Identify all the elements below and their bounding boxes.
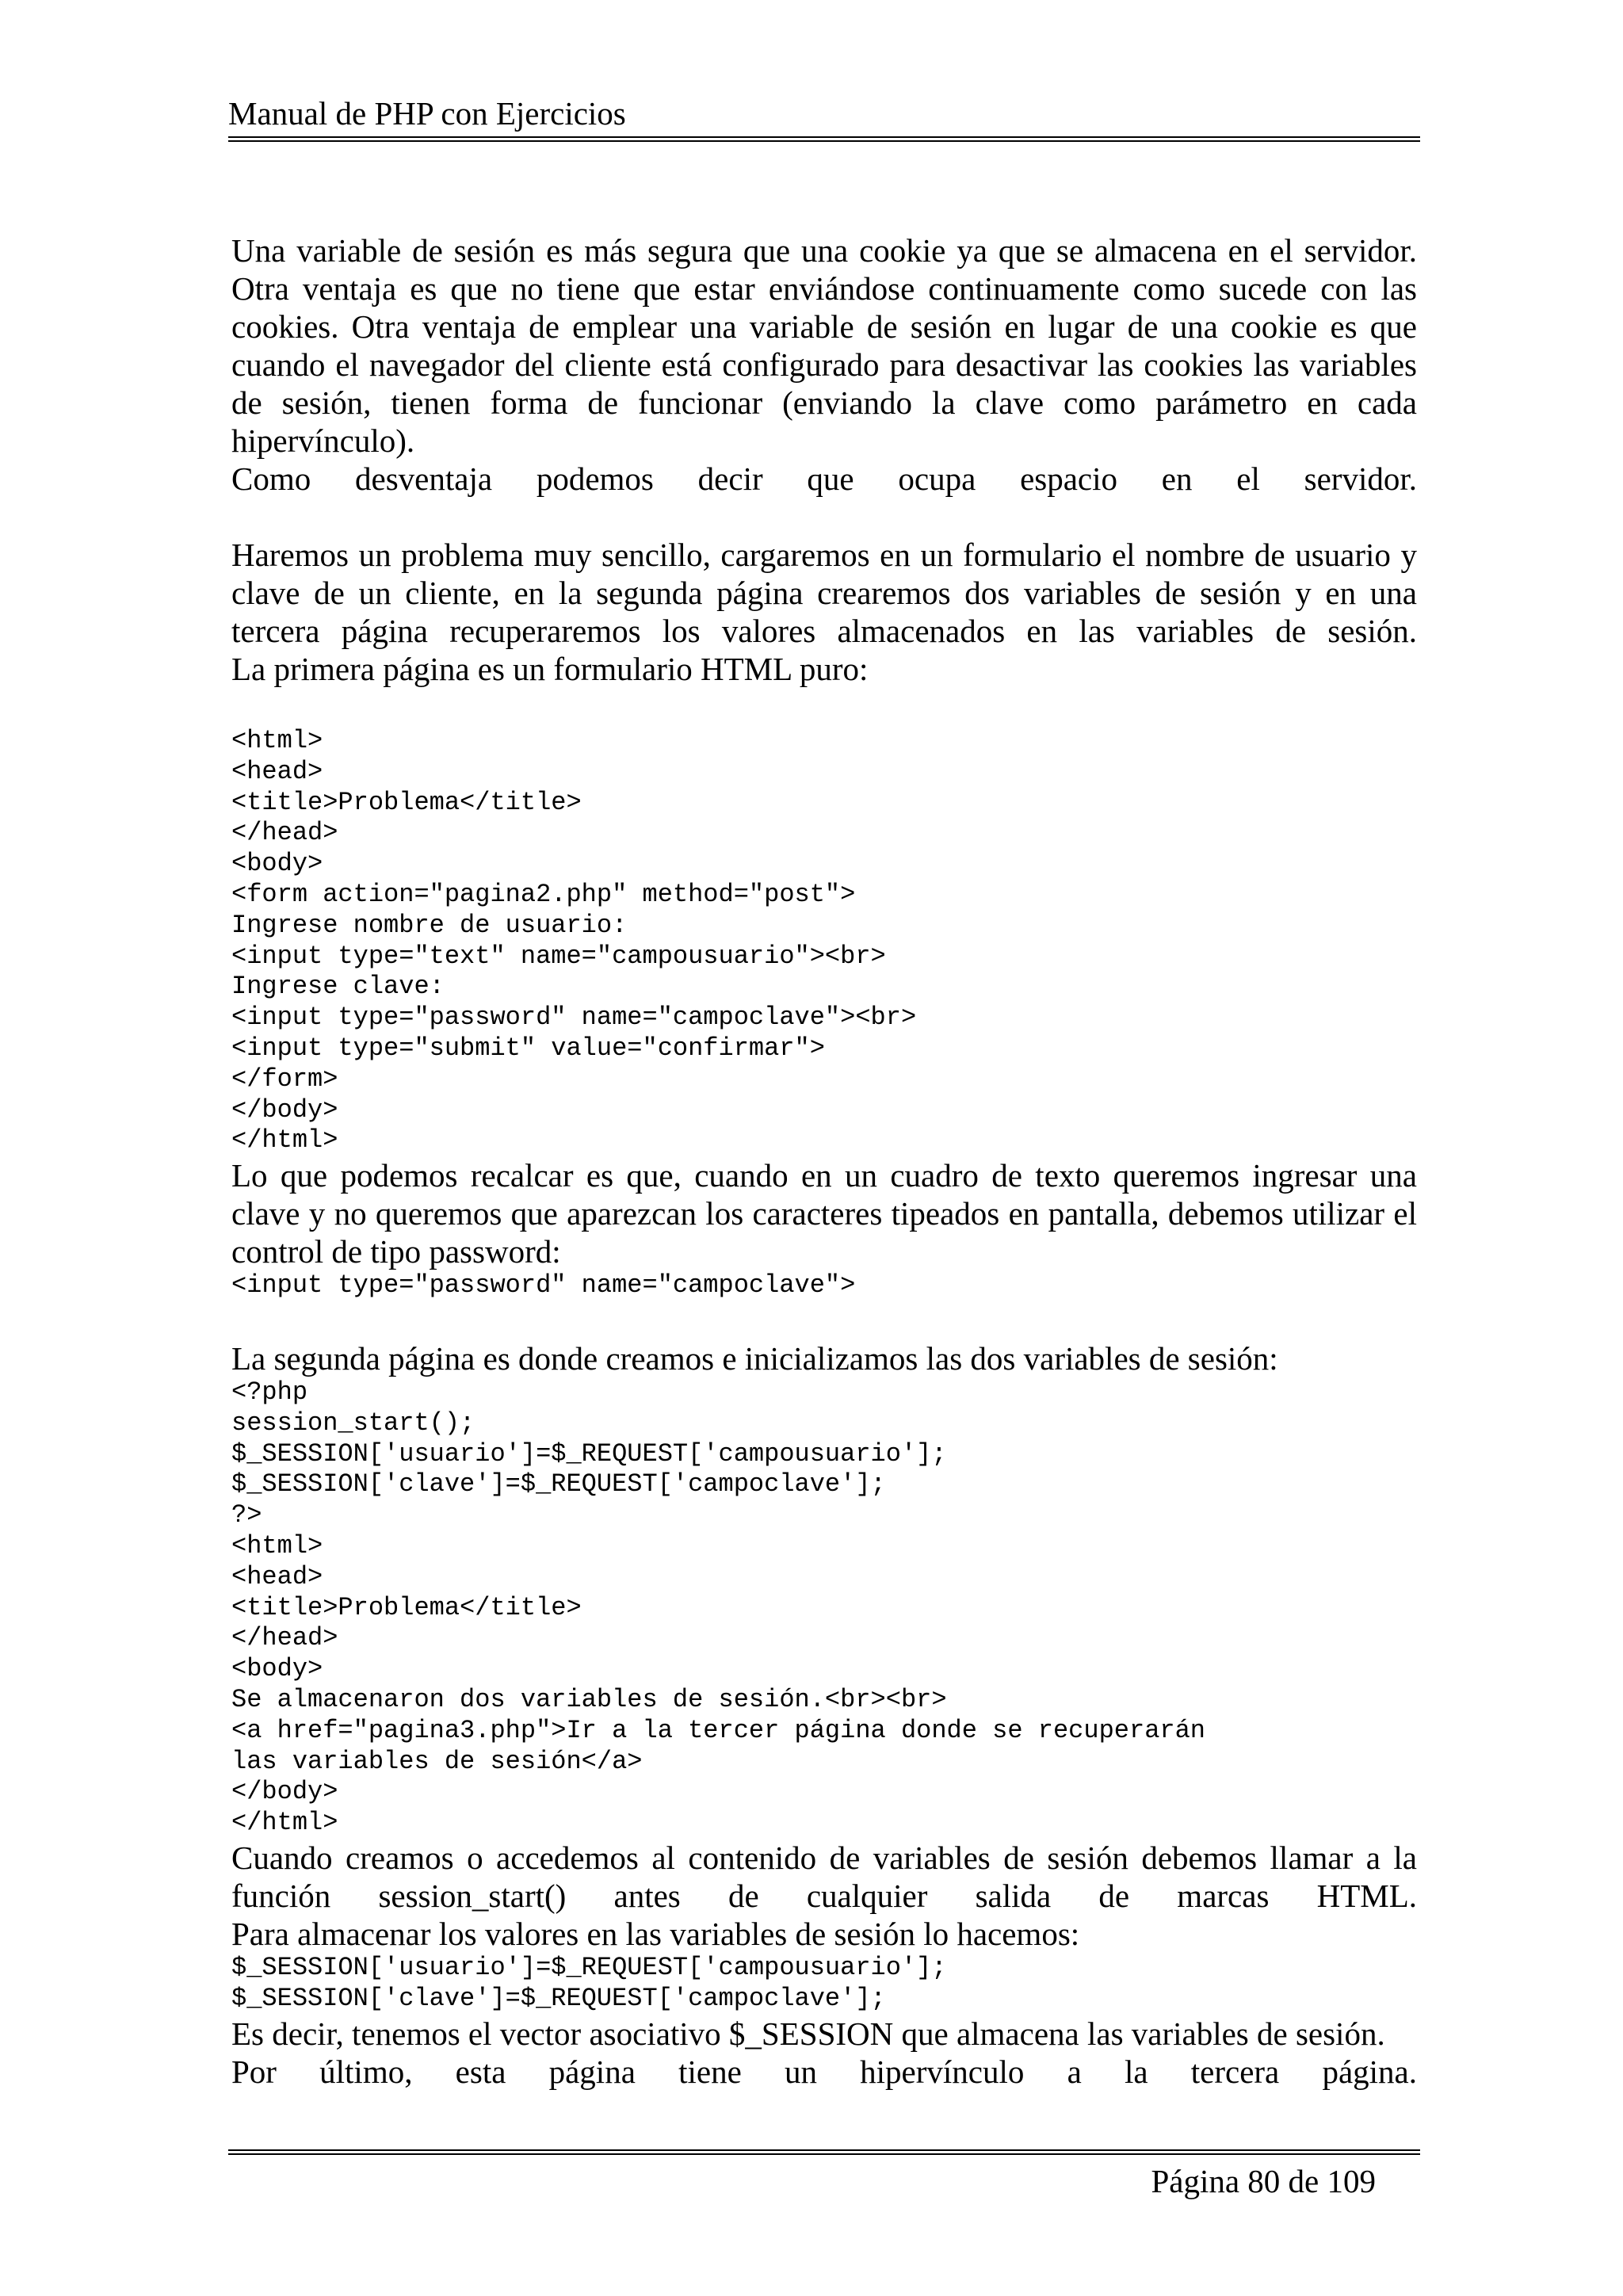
code-block-session-assign (231, 1953, 1417, 2015)
paragraph-problem-description: Haremos un problema muy sencillo, cargaremos en un formulario el nombre de usuario y clave de un cliente, en la segunda página crearemos dos variables de sesión y en una tercera página recuperaremos los valores almacenados en las variables de sesión. (231, 537, 1417, 649)
code-line: </body> (231, 1777, 338, 1807)
paragraph-password-note: Lo que podemos recalcar es que, cuando en un cuadro de texto queremos ingresar una clave y no queremos que aparezcan los caracteres tipeados en pantalla, debemos utilizar el control de tipo password: (231, 1157, 1417, 1270)
code-line: <input type="password" name="campoclave"><br> (231, 1003, 917, 1033)
code-line: $_SESSION['usuario']=$_REQUEST['campousuario']; (231, 1438, 947, 1469)
code-line: <title>Problema</title> (231, 1592, 582, 1622)
paragraph-spacer (231, 498, 1417, 536)
paragraph-store-values-intro: Para almacenar los valores en las variables de sesión lo hacemos: (231, 1915, 1080, 1952)
code-line: <head> (231, 1561, 323, 1591)
header-rule (228, 136, 1420, 142)
code-line: <a href="pagina3.php">Ir a la tercer página donde se recuperarán (231, 1715, 1205, 1745)
code-line: </html> (231, 1125, 338, 1156)
paragraph-spacer (231, 688, 1417, 726)
page-header: Manual de PHP con Ejercicios (228, 95, 626, 132)
paragraph-spacer (231, 1301, 1417, 1339)
code-line: Ingrese clave: (231, 972, 445, 1002)
paragraph-session-start-note: Cuando creamos o accedemos al contenido de variables de sesión debemos llamar a la función session_start() antes de cualquier salida de marcas HTML. (231, 1839, 1417, 1914)
code-line: ?> (231, 1500, 262, 1530)
code-line: $_SESSION['clave']=$_REQUEST['campoclave']; (231, 1983, 886, 2013)
code-line: <?php (231, 1377, 308, 1407)
code-line: las variables de sesión</a> (231, 1746, 643, 1776)
code-block-form-page (231, 726, 1417, 1156)
code-line: <html> (231, 1530, 323, 1561)
paragraph-session-advantages: Una variable de sesión es más segura que una cookie ya que se almacena en el servidor. Otra ventaja es que no tiene que estar enviándose continuamente como sucede con las cookies. Otra ventaja de emplear una variable de sesión en lugar de una cookie es que cuando el navegador del cliente está configurado para desactivar las cookies las variables de sesión, tienen forma de funcionar (enviando la clave como parámetro en cada hipervínculo). (231, 232, 1417, 459)
code-line: session_start(); (231, 1408, 475, 1438)
code-line: <head> (231, 756, 323, 786)
code-line: <input type="submit" value="confirmar"> (231, 1033, 825, 1063)
code-line: <input type="text" name="campousuario"><br> (231, 941, 886, 971)
code-block-session-page (231, 1377, 1417, 1839)
code-line: Se almacenaron dos variables de sesión.<br><br> (231, 1684, 947, 1714)
page-content (231, 231, 1417, 2091)
code-line: </html> (231, 1808, 338, 1838)
code-line: </body> (231, 1095, 338, 1125)
code-line: <html> (231, 726, 323, 755)
code-block-password-input (231, 1270, 1417, 1301)
paragraph-second-page-intro: La segunda página es donde creamos e inicializamos las dos variables de sesión: (231, 1339, 1278, 1377)
footer-rule (228, 2149, 1420, 2155)
code-line: <body> (231, 1654, 323, 1684)
code-line: </head> (231, 818, 338, 848)
code-line: <body> (231, 849, 323, 879)
code-line: $_SESSION['usuario']=$_REQUEST['campousuario']; (231, 1952, 947, 1982)
paragraph-first-page-intro: La primera página es un formulario HTML puro: (231, 651, 869, 687)
code-line: </head> (231, 1623, 338, 1653)
code-line: <input type="password" name="campoclave"> (231, 1270, 856, 1301)
code-line: Ingrese nombre de usuario: (231, 910, 628, 940)
code-line: <title>Problema</title> (231, 787, 582, 817)
page-number: Página 80 de 109 (1151, 2163, 1376, 2199)
code-line: </form> (231, 1064, 338, 1094)
code-line: <form action="pagina2.php" method="post"> (231, 879, 856, 909)
paragraph-session-array-note: Es decir, tenemos el vector asociativo $_SESSION que almacena las variables de sesión. (231, 2015, 1385, 2052)
paragraph-session-disadvantage: Como desventaja podemos decir que ocupa espacio en el servidor. (231, 460, 1417, 497)
paragraph-hyperlink-note: Por último, esta página tiene un hipervínculo a la tercera página. (231, 2053, 1417, 2090)
code-line: $_SESSION['clave']=$_REQUEST['campoclave']; (231, 1469, 886, 1499)
